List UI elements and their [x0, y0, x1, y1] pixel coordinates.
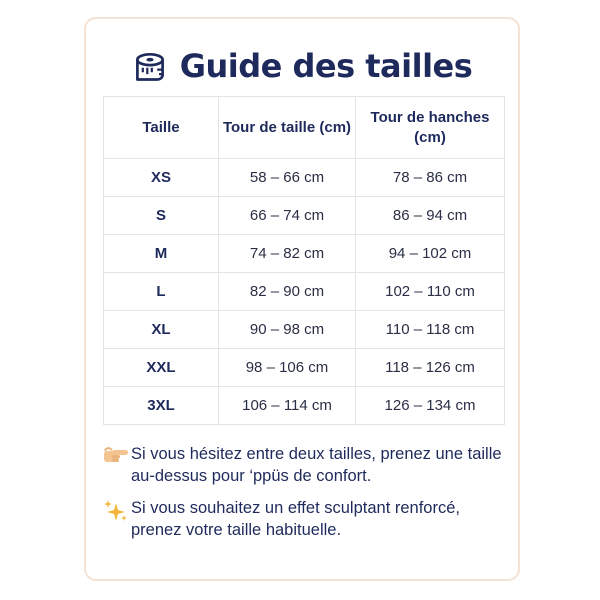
tip-text: Si vous souhaitez un effet sculptant renforcé, prenez votre taille habituelle.: [131, 499, 460, 539]
hips-cell: 94 – 102 cm: [356, 235, 505, 273]
table-row: [104, 159, 505, 197]
page-title: Guide des tailles: [179, 47, 473, 85]
table-row: [104, 235, 505, 273]
size-cell: 3XL: [104, 387, 219, 425]
hips-cell: 118 – 126 cm: [356, 349, 505, 387]
hips-cell: 78 – 86 cm: [356, 159, 505, 197]
tip-text: Si vous hésitez entre deux tailles, prenez une taille au-dessus pour ‘ppüs de confort.: [131, 445, 502, 485]
tips-list: [103, 443, 508, 551]
size-cell: XS: [104, 159, 219, 197]
size-guide-card: [84, 17, 520, 581]
table-row: [104, 273, 505, 311]
hips-cell: 102 – 110 cm: [356, 273, 505, 311]
size-cell: S: [104, 197, 219, 235]
table-row: [104, 387, 505, 425]
table-row: [104, 349, 505, 387]
waist-cell: 90 – 98 cm: [219, 311, 356, 349]
size-cell: XXL: [104, 349, 219, 387]
size-cell: L: [104, 273, 219, 311]
tip-item: [103, 443, 508, 487]
waist-cell: 58 – 66 cm: [219, 159, 356, 197]
waist-cell: 98 – 106 cm: [219, 349, 356, 387]
table-header-row: [104, 97, 505, 159]
waist-cell: 74 – 82 cm: [219, 235, 356, 273]
waist-cell: 82 – 90 cm: [219, 273, 356, 311]
tip-item: [103, 497, 508, 541]
pointing-hand-icon: [103, 443, 131, 471]
size-cell: M: [104, 235, 219, 273]
size-cell: XL: [104, 311, 219, 349]
header: [86, 41, 518, 91]
hips-cell: 126 – 134 cm: [356, 387, 505, 425]
column-header: Tour de hanches (cm): [356, 97, 505, 159]
waist-cell: 106 – 114 cm: [219, 387, 356, 425]
column-header: Tour de taille (cm): [219, 97, 356, 159]
hips-cell: 86 – 94 cm: [356, 197, 505, 235]
table-row: [104, 311, 505, 349]
hips-cell: 110 – 118 cm: [356, 311, 505, 349]
waist-cell: 66 – 74 cm: [219, 197, 356, 235]
table-row: [104, 197, 505, 235]
measuring-tape-icon: [132, 48, 168, 84]
sparkles-icon: [103, 497, 131, 529]
size-table: [103, 96, 505, 425]
column-header: Taille: [104, 97, 219, 159]
